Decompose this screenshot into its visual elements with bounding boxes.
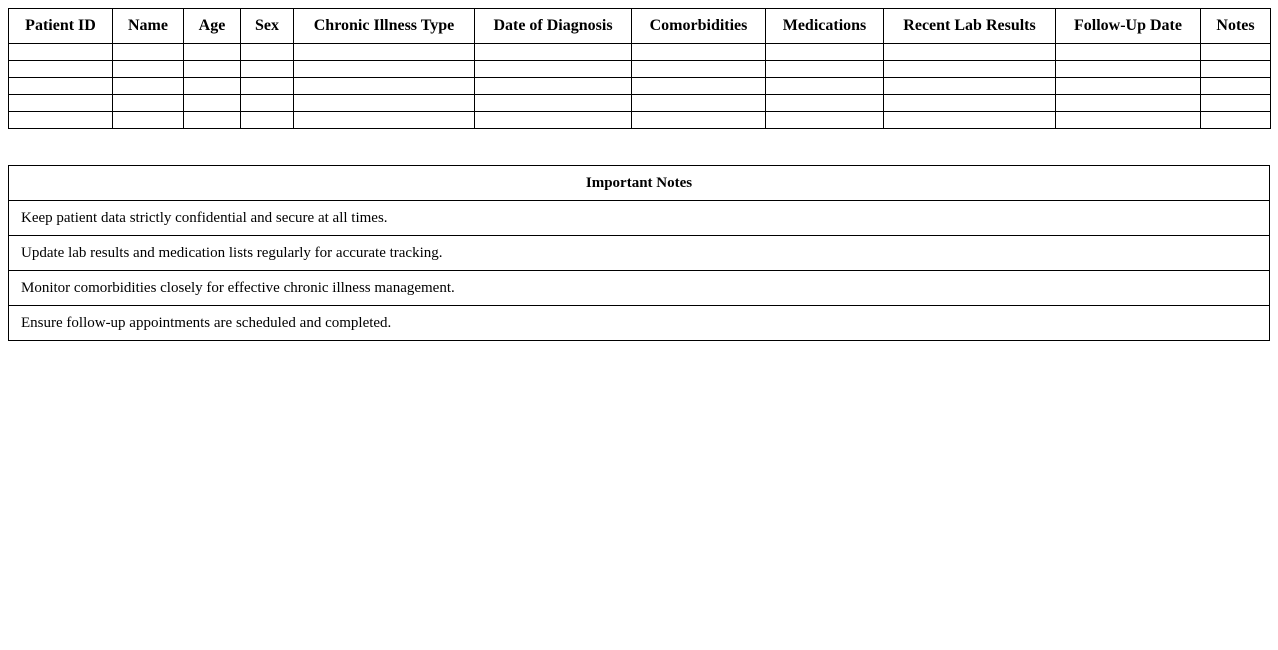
table-cell[interactable] [884, 95, 1056, 112]
table-cell[interactable] [884, 78, 1056, 95]
note-row [9, 271, 1270, 306]
table-cell[interactable] [1201, 44, 1271, 61]
table-cell[interactable] [1201, 61, 1271, 78]
table-cell[interactable] [9, 112, 113, 129]
table-cell[interactable] [1056, 112, 1201, 129]
note-row [9, 236, 1270, 271]
table-cell[interactable] [294, 112, 475, 129]
table-row [9, 44, 1271, 61]
table-cell[interactable] [241, 61, 294, 78]
note-item: Monitor comorbidities closely for effective chronic illness management. [9, 271, 1270, 306]
table-row [9, 95, 1271, 112]
table-cell[interactable] [632, 44, 766, 61]
notes-header-row [9, 166, 1270, 201]
table-cell[interactable] [113, 44, 184, 61]
table-cell[interactable] [766, 61, 884, 78]
table-cell[interactable] [184, 44, 241, 61]
table-header-row [9, 9, 1271, 44]
patient-records-table [8, 8, 1271, 129]
table-cell[interactable] [241, 112, 294, 129]
table-cell[interactable] [1201, 78, 1271, 95]
table-cell[interactable] [294, 95, 475, 112]
table-cell[interactable] [475, 78, 632, 95]
table-cell[interactable] [294, 61, 475, 78]
table-cell[interactable] [9, 78, 113, 95]
table-cell[interactable] [884, 112, 1056, 129]
table-cell[interactable] [241, 44, 294, 61]
table-cell[interactable] [9, 95, 113, 112]
table-cell[interactable] [475, 44, 632, 61]
table-row [9, 61, 1271, 78]
table-cell[interactable] [475, 61, 632, 78]
table-cell[interactable] [1201, 112, 1271, 129]
table-cell[interactable] [294, 78, 475, 95]
table-cell[interactable] [475, 95, 632, 112]
table-cell[interactable] [632, 78, 766, 95]
table-cell[interactable] [1056, 78, 1201, 95]
table-cell[interactable] [294, 44, 475, 61]
note-item: Ensure follow-up appointments are scheduled and completed. [9, 306, 1270, 341]
table-row [9, 78, 1271, 95]
table-cell[interactable] [9, 61, 113, 78]
column-header-patient-id: Patient ID [9, 9, 113, 44]
note-row [9, 306, 1270, 341]
column-header-follow-up-date: Follow-Up Date [1056, 9, 1201, 44]
important-notes-table [8, 165, 1270, 341]
table-cell[interactable] [241, 95, 294, 112]
table-cell[interactable] [184, 112, 241, 129]
table-cell[interactable] [184, 61, 241, 78]
column-header-medications: Medications [766, 9, 884, 44]
table-cell[interactable] [475, 112, 632, 129]
patient-table-body [9, 44, 1271, 129]
note-row [9, 201, 1270, 236]
note-item: Update lab results and medication lists regularly for accurate tracking. [9, 236, 1270, 271]
table-cell[interactable] [113, 95, 184, 112]
column-header-date-of-diagnosis: Date of Diagnosis [475, 9, 632, 44]
table-cell[interactable] [884, 61, 1056, 78]
table-cell[interactable] [184, 95, 241, 112]
table-cell[interactable] [632, 95, 766, 112]
table-cell[interactable] [766, 44, 884, 61]
table-cell[interactable] [9, 44, 113, 61]
column-header-name: Name [113, 9, 184, 44]
table-cell[interactable] [632, 112, 766, 129]
table-cell[interactable] [766, 95, 884, 112]
table-cell[interactable] [632, 61, 766, 78]
important-notes-title: Important Notes [9, 166, 1270, 201]
note-item: Keep patient data strictly confidential and secure at all times. [9, 201, 1270, 236]
table-cell[interactable] [241, 78, 294, 95]
table-cell[interactable] [1056, 61, 1201, 78]
column-header-age: Age [184, 9, 241, 44]
table-cell[interactable] [1201, 95, 1271, 112]
column-header-sex: Sex [241, 9, 294, 44]
table-cell[interactable] [1056, 44, 1201, 61]
column-header-notes: Notes [1201, 9, 1271, 44]
table-cell[interactable] [184, 78, 241, 95]
table-cell[interactable] [113, 112, 184, 129]
column-header-comorbidities: Comorbidities [632, 9, 766, 44]
column-header-chronic-illness-type: Chronic Illness Type [294, 9, 475, 44]
table-cell[interactable] [766, 78, 884, 95]
table-cell[interactable] [884, 44, 1056, 61]
table-cell[interactable] [113, 78, 184, 95]
table-cell[interactable] [113, 61, 184, 78]
column-header-recent-lab-results: Recent Lab Results [884, 9, 1056, 44]
table-cell[interactable] [1056, 95, 1201, 112]
table-cell[interactable] [766, 112, 884, 129]
table-row [9, 112, 1271, 129]
